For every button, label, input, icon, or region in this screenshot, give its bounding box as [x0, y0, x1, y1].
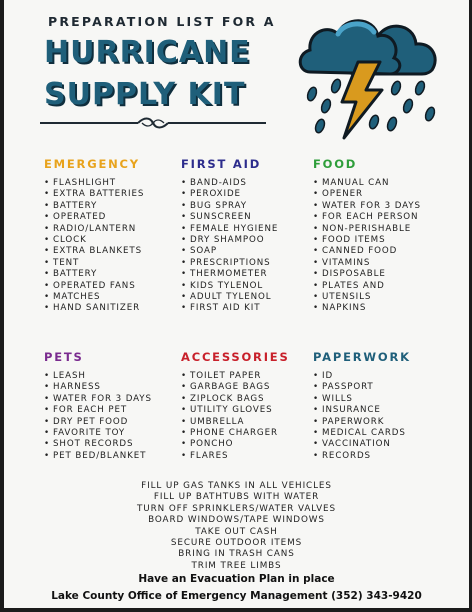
- list-item: • BUG SPRAY: [181, 201, 321, 212]
- list-item: • FIRST AID KIT: [181, 303, 321, 314]
- preparation-checklist: [4, 481, 469, 572]
- pets-list: [44, 371, 184, 462]
- list-item: • CANNED FOOD: [313, 246, 438, 257]
- list-item: • FAVORITE TOY: [44, 428, 184, 439]
- list-item: • FLARES: [181, 451, 321, 462]
- pretitle: PREPARATION LIST FOR A: [48, 14, 276, 29]
- list-item: • PONCHO: [181, 439, 321, 450]
- section-title-paperwork: PAPERWORK: [313, 350, 411, 364]
- list-item: • MATCHES: [44, 292, 184, 303]
- title-supply-kit: SUPPLY KIT: [44, 77, 246, 112]
- list-item: • OPERATED FANS: [44, 281, 184, 292]
- list-item: • NON-PERISHABLE: [313, 224, 438, 235]
- food-list: [313, 178, 438, 315]
- list-item: • PLATES AND: [313, 281, 438, 292]
- list-item: • MANUAL CAN: [313, 178, 438, 189]
- evacuation-plan-note: Have an Evacuation Plan in place: [138, 573, 335, 585]
- emergency-list: [44, 178, 184, 315]
- section-food: [313, 157, 438, 315]
- section-pets: [44, 350, 184, 462]
- list-item: • PAPERWORK: [313, 417, 438, 428]
- list-item: • SOAP: [181, 246, 321, 257]
- list-item: • VITAMINS: [313, 258, 438, 269]
- list-item: • PHONE CHARGER: [181, 428, 321, 439]
- checklist-line: FILL UP BATHTUBS WITH WATER: [153, 492, 320, 503]
- poster: [4, 0, 469, 608]
- list-item: • UMBRELLA: [181, 417, 321, 428]
- list-item: • SUNSCREEN: [181, 212, 321, 223]
- checklist-line: SECURE OUTDOOR ITEMS: [170, 538, 303, 549]
- section-title-first-aid: FIRST AID: [181, 157, 262, 171]
- list-item: • ADULT TYLENOL: [181, 292, 321, 303]
- list-item: • EXTRA BATTERIES: [44, 189, 184, 200]
- storm-cloud-lightning-icon: [296, 2, 444, 142]
- list-item: • BAND-AIDS: [181, 178, 321, 189]
- list-item: • INSURANCE: [313, 405, 438, 416]
- checklist-line: FILL UP GAS TANKS IN ALL VEHICLES: [141, 481, 332, 491]
- list-item: • DRY PET FOOD: [44, 417, 184, 428]
- list-item: • WILLS: [313, 394, 438, 405]
- list-item: • EXTRA BLANKETS: [44, 246, 184, 257]
- list-item: • THERMOMETER: [181, 269, 321, 280]
- list-item: • NAPKINS: [313, 303, 438, 314]
- list-item: • DRY SHAMPOO: [181, 235, 321, 246]
- list-item: • VACCINATION: [313, 439, 438, 450]
- list-item: • PASSPORT: [313, 382, 438, 393]
- agency-contact: Lake County Office of Emergency Management (352) 343-9420: [51, 590, 422, 602]
- flourish-divider-icon: [38, 117, 268, 129]
- list-item: • TENT: [44, 258, 184, 269]
- list-item: • HAND SANITIZER: [44, 303, 184, 314]
- list-item: • FEMALE HYGIENE: [181, 224, 321, 235]
- list-item: • PET BED/BLANKET: [44, 451, 184, 462]
- list-item: • PRESCRIPTIONS: [181, 258, 321, 269]
- list-item: • KIDS TYLENOL: [181, 281, 321, 292]
- list-item: • WATER FOR 3 DAYS: [44, 394, 184, 405]
- list-item: • HARNESS: [44, 382, 184, 393]
- list-item: • FLASHLIGHT: [44, 178, 184, 189]
- list-item: • RADIO/LANTERN: [44, 224, 184, 235]
- checklist-line: BOARD WINDOWS/TAPE WINDOWS: [148, 515, 325, 526]
- list-item: • OPERATED: [44, 212, 184, 223]
- section-title-food: FOOD: [313, 157, 358, 171]
- section-paperwork: [313, 350, 438, 462]
- list-item: • FOR EACH PERSON: [313, 212, 438, 223]
- section-title-pets: PETS: [44, 350, 84, 364]
- section-emergency: [44, 157, 184, 315]
- section-first-aid: [181, 157, 321, 315]
- list-item: • BATTERY: [44, 201, 184, 212]
- list-item: • TOILET PAPER: [181, 371, 321, 382]
- list-item: • OPENER: [313, 189, 438, 200]
- list-item: • FOOD ITEMS: [313, 235, 438, 246]
- list-item: • WATER FOR 3 DAYS: [313, 201, 438, 212]
- list-item: • DISPOSABLE: [313, 269, 438, 280]
- section-title-emergency: EMERGENCY: [44, 157, 140, 171]
- checklist-line: TRIM TREE LIMBS: [191, 560, 282, 571]
- list-item: • FOR EACH PET: [44, 405, 184, 416]
- checklist-line: TAKE OUT CASH: [195, 526, 278, 537]
- list-item: • UTENSILS: [313, 292, 438, 303]
- list-item: • BATTERY: [44, 269, 184, 280]
- list-item: • MEDICAL CARDS: [313, 428, 438, 439]
- list-item: • GARBAGE BAGS: [181, 382, 321, 393]
- list-item: • LEASH: [44, 371, 184, 382]
- list-item: • RECORDS: [313, 451, 438, 462]
- section-title-accessories: ACCESSORIES: [181, 350, 290, 364]
- title-hurricane: HURRICANE: [44, 35, 251, 70]
- paperwork-list: [313, 371, 438, 462]
- list-item: • ZIPLOCK BAGS: [181, 394, 321, 405]
- accessories-list: [181, 371, 321, 462]
- list-item: • ID: [313, 371, 438, 382]
- section-accessories: [181, 350, 321, 462]
- list-item: • UTILITY GLOVES: [181, 405, 321, 416]
- checklist-line: TURN OFF SPRINKLERS/WATER VALVES: [137, 503, 336, 514]
- list-item: • CLOCK: [44, 235, 184, 246]
- list-item: • PEROXIDE: [181, 189, 321, 200]
- first-aid-list: [181, 178, 321, 315]
- checklist-line: BRING IN TRASH CANS: [178, 549, 295, 560]
- list-item: • SHOT RECORDS: [44, 439, 184, 450]
